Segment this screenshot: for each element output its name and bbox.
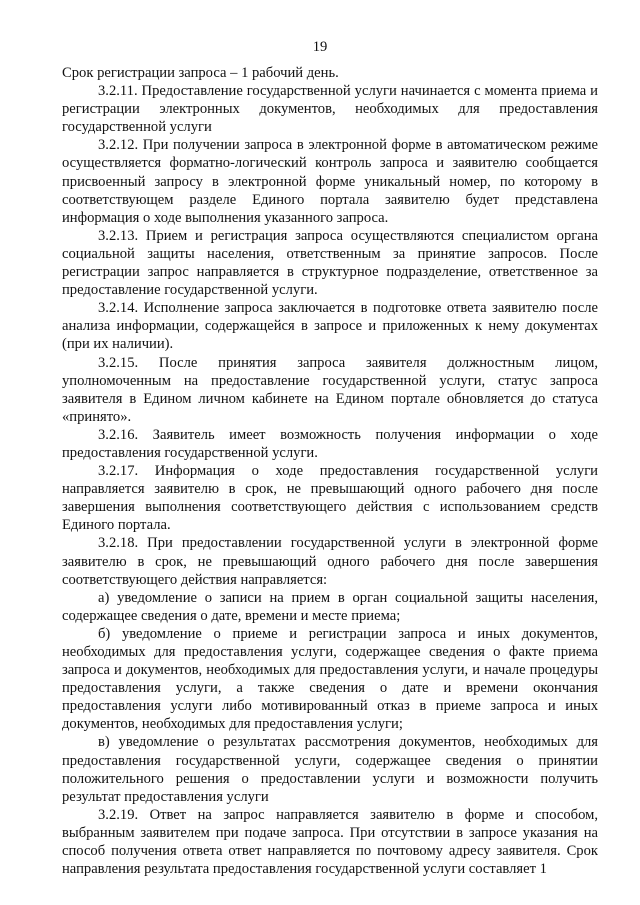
document-body xyxy=(62,64,598,878)
page-number: 19 xyxy=(312,39,328,55)
list-item-b: б) уведомление о приеме и регистрации запроса и иных документов, необходимых для предоставления услуги, содержащее сведения о факте приема запроса и документов, необходимых для предоставления услуги, и начале процедуры предоставления услуги, а также сведения о дате и времени окончания предоставления услуги либо мотивированный отказ в приеме запроса и иных документов, необходимых для предоставления услуги; xyxy=(62,625,598,733)
paragraph-3-2-16: 3.2.16. Заявитель имеет возможность получения информации о ходе предоставления государственной услуги. xyxy=(62,426,598,461)
list-item-a: а) уведомление о записи на прием в орган социальной защиты населения, содержащее сведения о дате, времени и месте приема; xyxy=(62,589,598,624)
paragraph-3-2-14: 3.2.14. Исполнение запроса заключается в подготовке ответа заявителю после анализа информации, содержащейся в запросе и приложенных к нему документах (при их наличии). xyxy=(62,300,598,353)
paragraph-3-2-18: 3.2.18. При предоставлении государственной услуги в электронной форме заявителю в срок, не превышающий одного рабочего дня после завершения соответствующего действия направляется: xyxy=(62,535,598,588)
paragraph-3-2-11: 3.2.11. Предоставление государственной услуги начинается с момента приема и регистрации электронных документов, необходимых для предоставления государственной услуги xyxy=(62,83,598,136)
paragraph-3-2-17: 3.2.17. Информация о ходе предоставления государственной услуги направляется заявителю в срок, не превышающий одного рабочего дня после завершения выполнения соответствующего действия с использованием средств Единого портала. xyxy=(62,463,598,534)
paragraph-3-2-13: 3.2.13. Прием и регистрация запроса осуществляются специалистом органа социальной защиты населения, ответственным за принятие запросов. После регистрации запрос направляется в структурное подразделение, ответственное за предоставление государственной услуги. xyxy=(62,227,598,299)
paragraph-3-2-19: 3.2.19. Ответ на запрос направляется заявителю в форме и способом, выбранным заявителем при подаче запроса. При отсутствии в запросе указания на способ получения ответа ответ направляется по почтовому адресу заявителя. Срок направления результата предоставления государственной услуги составляет 1 xyxy=(62,806,598,878)
list-item-c: в) уведомление о результатах рассмотрения документов, необходимых для предоставления государственной услуги, содержащее сведения о принятии положительного решения о предоставлении услуги и возможности получить результат предоставления услуги xyxy=(62,734,598,805)
paragraph-registration-term: Срок регистрации запроса – 1 рабочий день. xyxy=(62,65,339,81)
paragraph-3-2-15: 3.2.15. После принятия запроса заявителя должностным лицом, уполномоченным на предоставление государственной услуги, статус запроса заявителя в Едином личном кабинете на Едином портале обновляется до статуса «принято». xyxy=(62,354,598,425)
paragraph-3-2-12: 3.2.12. При получении запроса в электронной форме в автоматическом режиме осуществляется форматно-логический контроль запроса и заявителю сообщается присвоенный запросу в электронной форме уникальный номер, по которому в соответствующем разделе Единого портала заявителю будет представлена информация о ходе выполнения указанного запроса. xyxy=(62,137,598,226)
